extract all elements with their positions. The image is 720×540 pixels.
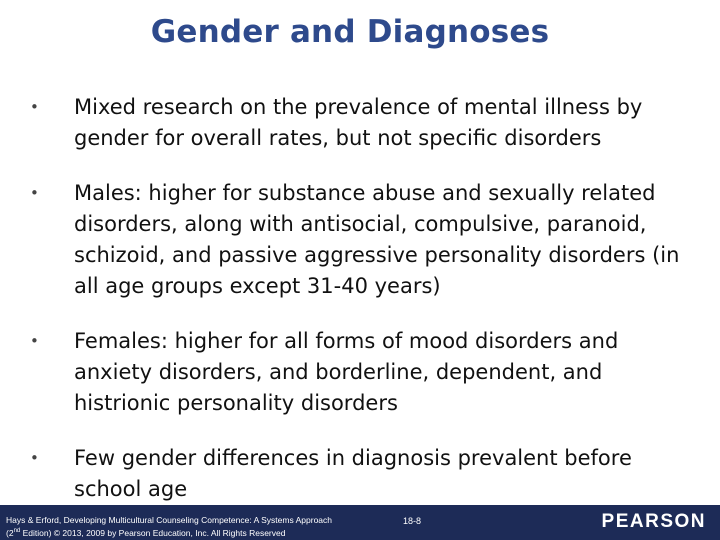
bullet-marker: • xyxy=(30,332,39,350)
citation-rest: Edition) © 2013, 2009 by Pearson Education, Inc. All Rights Reserved xyxy=(20,527,286,538)
citation-edition-number: 2 xyxy=(8,527,14,538)
bullet-text: Few gender differences in diagnosis prevalent before school age xyxy=(74,446,632,501)
bullet-list xyxy=(30,92,700,529)
page-number: 18-8 xyxy=(403,516,422,526)
bullet-text: Females: higher for all forms of mood disorders and anxiety disorders, and borderline, dependent, and histrionic personality disorders xyxy=(74,329,619,415)
bullet-item xyxy=(30,326,700,419)
bullet-text: Males: higher for substance abuse and sexually related disorders, along with antisocial, compulsive, paranoid, schizoid, and passive aggressive personality disorders (in all age groups except 31-40 years) xyxy=(74,181,680,298)
bullet-item xyxy=(30,443,700,505)
citation-paren: ( xyxy=(6,527,9,538)
citation-line-1: Hays & Erford, Developing Multicultural Counseling Competence: A Systems Approach xyxy=(6,515,332,525)
footer-bar xyxy=(0,505,720,540)
slide-title: Gender and Diagnoses xyxy=(150,14,550,50)
bullet-marker: • xyxy=(30,98,39,116)
citation-edition-suffix: nd xyxy=(13,528,21,534)
citation-line-2 xyxy=(6,526,332,539)
bullet-text: Mixed research on the prevalence of mental illness by gender for overall rates, but not specific disorders xyxy=(74,95,643,150)
bullet-marker: • xyxy=(30,449,39,467)
bullet-item xyxy=(30,178,700,302)
bullet-marker: • xyxy=(30,184,39,202)
citation xyxy=(6,515,332,539)
pearson-logo: PEARSON xyxy=(601,511,706,532)
bullet-item xyxy=(30,92,700,154)
